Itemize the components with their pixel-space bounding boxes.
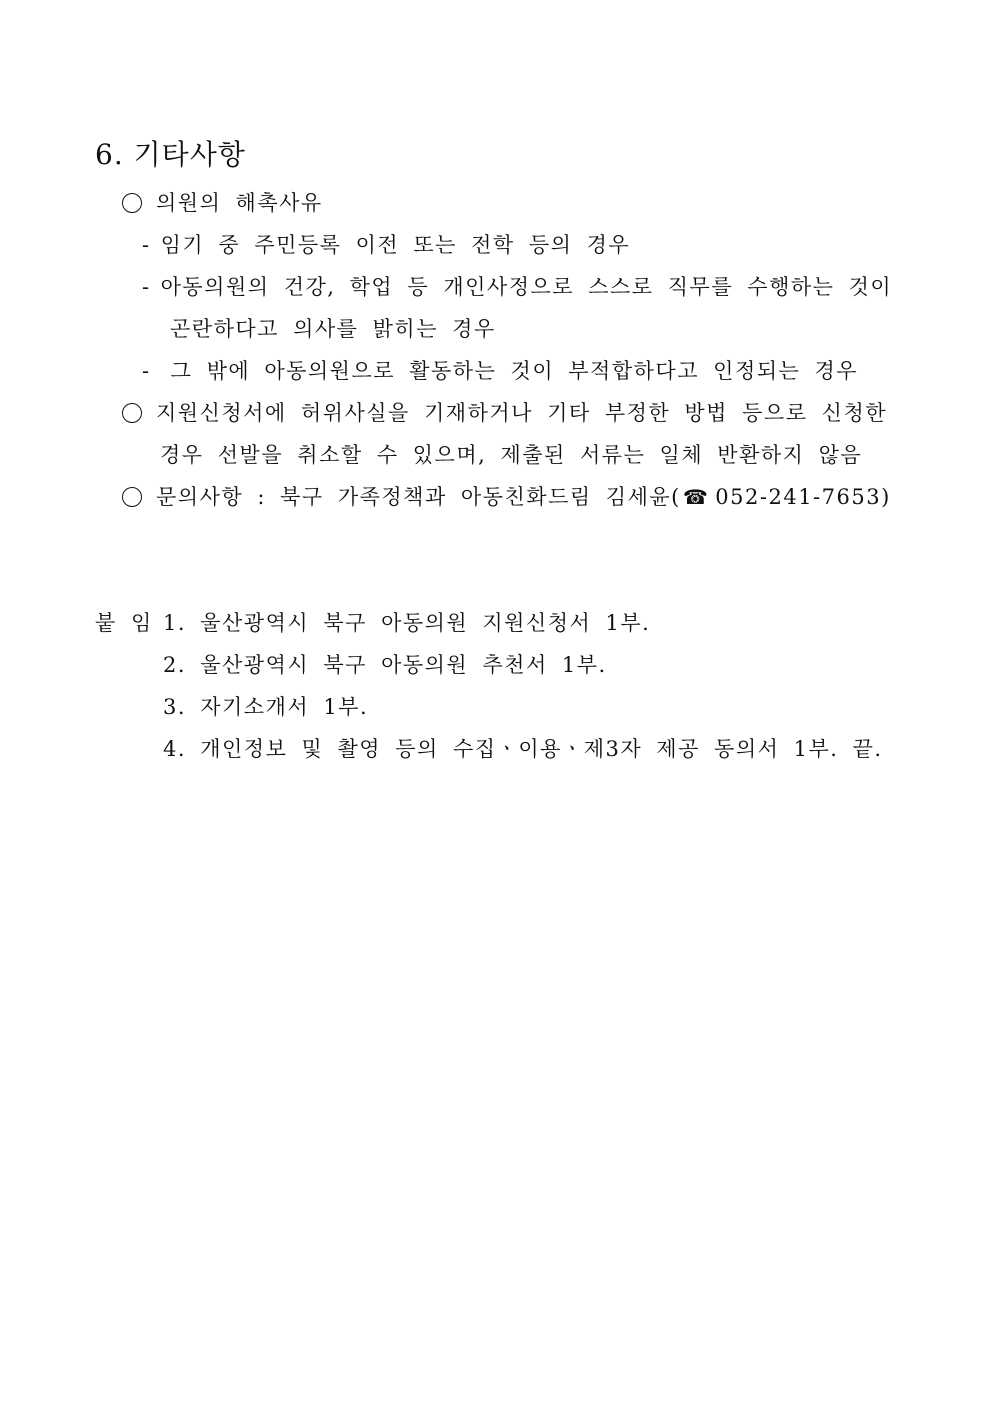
dismissal-item-2-cont: 곤란하다고 의사를 밝히는 경우: [170, 317, 496, 341]
attachment-item: 2. 울산광역시 북구 아동의원 추천서 1부.: [163, 653, 607, 677]
dismissal-title: 의원의 해촉사유: [156, 191, 323, 215]
telephone-icon: ☎: [682, 485, 710, 509]
contact-phone: 052-241-7653): [715, 485, 891, 509]
dismissal-item-1-text: 임기 중 주민등록 이전 또는 전학 등의 경우: [160, 233, 631, 257]
attachment-item: 1. 울산광역시 북구 아동의원 지원신청서 1부.: [163, 611, 651, 635]
dismissal-item-3: [142, 356, 858, 386]
attachments-label: 붙 임: [95, 611, 153, 635]
false-application-cont: 경우 선발을 취소할 수 있으며, 제출된 서류는 일체 반환하지 않음: [160, 443, 863, 467]
dismissal-item-2-text: 아동의원의 건강, 학업 등 개인사정으로 스스로 직무를 수행하는 것이: [160, 275, 893, 299]
circle-bullet-icon: [122, 193, 142, 213]
contact-line: [122, 482, 891, 512]
circle-bullet-icon: [122, 403, 142, 423]
circle-bullet-icon: [122, 487, 142, 507]
attachment-row-1: [95, 608, 650, 638]
section-heading: 6. 기타사항: [95, 138, 246, 171]
dismissal-title-line: [122, 188, 323, 218]
attachment-item: 3. 자기소개서 1부.: [163, 695, 369, 719]
dash-marker: -: [142, 275, 151, 299]
dismissal-item-2: [142, 272, 892, 302]
dismissal-item-3-text: 그 밖에 아동의원으로 활동하는 것이 부적합하다고 인정되는 경우: [170, 359, 859, 383]
contact-prefix: 문의사항 : 북구 가족정책과 아동친화드림 김세윤(: [156, 485, 681, 509]
attachment-item: 4. 개인정보 및 촬영 등의 수집ㆍ이용ㆍ제3자 제공 동의서 1부. 끝.: [163, 737, 883, 761]
false-application-line: [122, 398, 887, 428]
dismissal-item-1: [142, 230, 630, 260]
dash-marker: -: [142, 233, 151, 257]
dash-marker: -: [142, 359, 151, 383]
false-application-text: 지원신청서에 허위사실을 기재하거나 기타 부정한 방법 등으로 신청한: [156, 401, 888, 425]
